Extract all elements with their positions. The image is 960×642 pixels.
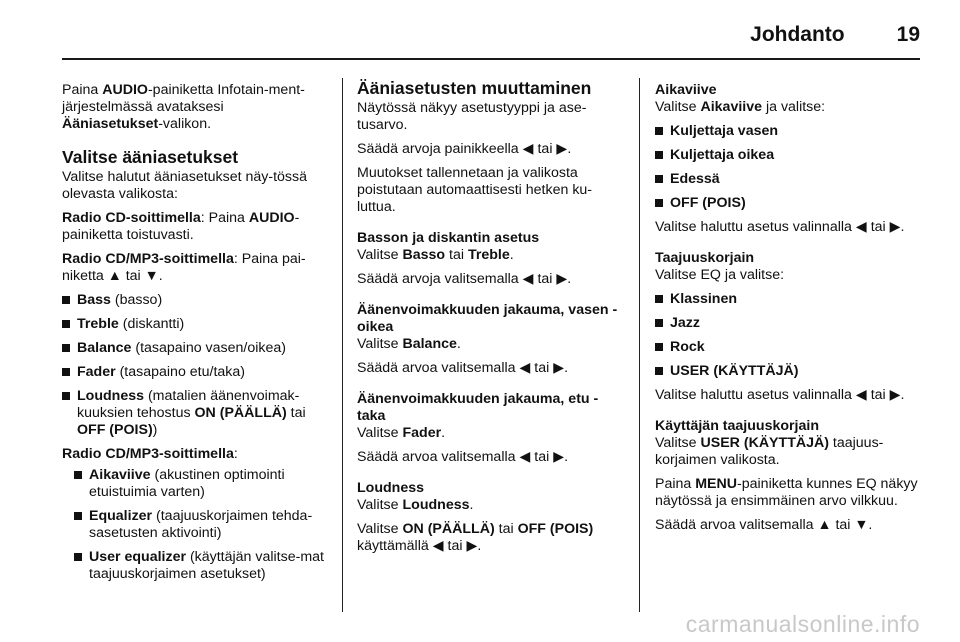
bullet-square-icon [74, 553, 82, 561]
list-item: Kuljettaja vasen [655, 123, 923, 140]
bullet-square-icon [62, 368, 70, 376]
paragraph: Valitse haluttu asetus valinnalla ◀ tai ▶. [655, 387, 905, 403]
bullet-square-icon [655, 151, 663, 159]
list-item: Balance (tasapaino vasen/oikea) [62, 340, 328, 357]
paragraph: Säädä arvoja painikkeella ◀ tai ▶. [357, 141, 572, 157]
paragraph: Radio CD-soittimella: Paina AUDIO-painiketta toistuvasti. [62, 210, 300, 243]
bullet-square-icon [655, 127, 663, 135]
subheading-equalizer: Taajuuskorjain [655, 250, 755, 266]
paragraph: Radio CD/MP3-soittimella: Paina pai-niketta ▲ tai ▼. [62, 251, 306, 284]
bullet-square-icon [655, 175, 663, 183]
bullet-square-icon [655, 199, 663, 207]
list-item: Klassinen [655, 291, 923, 308]
bullet-square-icon [74, 471, 82, 479]
bullet-square-icon [62, 392, 70, 400]
subheading-bass-treble: Basson ja diskantin asetus [357, 230, 540, 246]
subheading-time-delay: Aikaviive [655, 82, 717, 98]
bullet-square-icon [62, 320, 70, 328]
audio-options-list [74, 467, 328, 583]
bullet-square-icon [655, 343, 663, 351]
list-item: Fader (tasapaino etu/taka) [62, 364, 328, 381]
bullet-square-icon [74, 512, 82, 520]
intro-paragraph: Paina AUDIO-painiketta Infotain-ment-järjestelmässä avataksesi Ääniasetukset-valikon. [62, 82, 305, 132]
paragraph: Valitse halutut ääniasetukset näy-tössä olevasta valikosta: [62, 169, 308, 202]
list-item: Kuljettaja oikea [655, 147, 923, 164]
paragraph: Säädä arvoja valitsemalla ◀ tai ▶. [357, 271, 572, 287]
paragraph: Säädä arvoa valitsemalla ▲ tai ▼. [655, 517, 873, 533]
page-number: 19 [896, 23, 920, 46]
list-item: Treble (diskantti) [62, 316, 328, 333]
paragraph: Valitse Balance. [357, 336, 461, 352]
subheading-loudness: Loudness [357, 480, 425, 496]
paragraph: Muutokset tallennetaan ja valikosta poistutaan automaattisesti hetken ku-luttua. [357, 165, 593, 215]
paragraph: Säädä arvoa valitsemalla ◀ tai ▶. [357, 360, 569, 376]
time-delay-options-list [655, 123, 923, 212]
list-item: Edessä [655, 171, 923, 188]
header-rule [62, 58, 920, 60]
list-item: USER (KÄYTTÄJÄ) [655, 363, 923, 380]
page-title: Johdanto [750, 23, 845, 46]
section-heading-change-sound: Ääniasetusten muuttaminen [357, 78, 592, 98]
sound-options-list [62, 292, 328, 439]
list-item: Equalizer (taajuuskorjaimen tehda-sasetusten aktivointi) [74, 508, 328, 542]
bullet-square-icon [655, 319, 663, 327]
column-right [655, 82, 923, 541]
column-divider-1 [342, 78, 343, 612]
section-heading-select-sound: Valitse ääniasetukset [62, 147, 239, 167]
paragraph: Valitse Basso tai Treble. [357, 247, 514, 263]
equalizer-options-list [655, 291, 923, 380]
bullet-square-icon [62, 296, 70, 304]
paragraph: Valitse Aikaviive ja valitse: [655, 99, 826, 115]
paragraph: Valitse EQ ja valitse: [655, 267, 785, 283]
paragraph: Säädä arvoa valitsemalla ◀ tai ▶. [357, 449, 569, 465]
subheading-user-equalizer: Käyttäjän taajuuskorjain [655, 418, 819, 434]
watermark: carmanualsonline.info [685, 611, 920, 637]
list-item: Jazz [655, 315, 923, 332]
paragraph: Valitse Loudness. [357, 497, 474, 513]
list-item: Bass (basso) [62, 292, 328, 309]
column-left [62, 82, 328, 590]
paragraph: Valitse Fader. [357, 425, 446, 441]
page-header [62, 18, 920, 52]
bullet-square-icon [655, 295, 663, 303]
list-item: Rock [655, 339, 923, 356]
paragraph: Näytössä näkyy asetustyyppi ja ase-tusarvo. [357, 100, 587, 133]
paragraph: Valitse ON (PÄÄLLÄ) tai OFF (POIS) käyttämällä ◀ tai ▶. [357, 521, 594, 554]
column-divider-2 [639, 78, 640, 612]
list-item: User equalizer (käyttäjän valitse-mat taajuuskorjaimen asetukset) [74, 549, 328, 583]
bullet-square-icon [62, 344, 70, 352]
bullet-square-icon [655, 367, 663, 375]
paragraph: Valitse USER (KÄYTTÄJÄ) taajuus-korjaimen valikosta. [655, 435, 884, 468]
paragraph: Valitse haluttu asetus valinnalla ◀ tai ▶. [655, 219, 905, 235]
paragraph: Radio CD/MP3-soittimella: [62, 446, 238, 462]
paragraph: Paina MENU-painiketta kunnes EQ näkyy näytössä ja ensimmäinen arvo vilkkuu. [655, 476, 918, 509]
subheading-fader: Äänenvoimakkuuden jakauma, etu - taka [357, 391, 599, 424]
list-item: Aikaviive (akustinen optimointi etuistuimia varten) [74, 467, 328, 501]
column-middle [357, 78, 624, 562]
list-item: Loudness (matalien äänenvoimak-kuuksien tehostus ON (PÄÄLLÄ) tai OFF (POIS)) [62, 388, 328, 439]
list-item: OFF (POIS) [655, 195, 923, 212]
subheading-balance: Äänenvoimakkuuden jakauma, vasen - oikea [357, 302, 618, 335]
